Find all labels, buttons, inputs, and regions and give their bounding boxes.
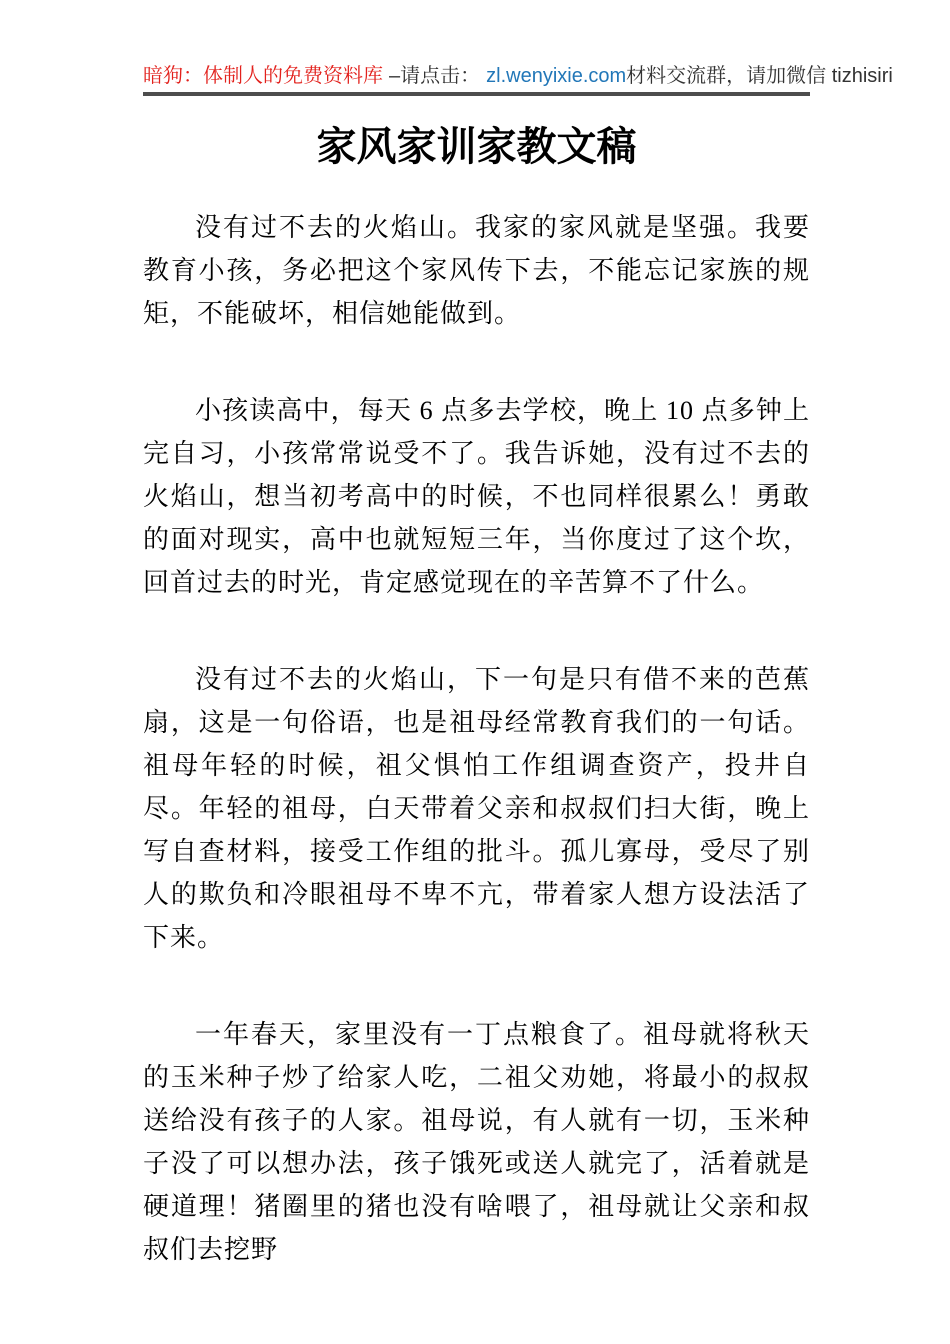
document-body <box>143 206 810 1271</box>
promo-wechat-note: 材料交流群，请加微信 tizhisiri <box>626 65 893 87</box>
paragraph-3: 没有过不去的火焰山，下一句是只有借不来的芭蕉扇，这是一句俗语，也是祖母经常教育我们的一句话。祖母年轻的时候，祖父惧怕工作组调查资产，投井自尽。年轻的祖母，白天带着父亲和叔叔们扫大街，晚上写自查材料，接受工作组的批斗。孤儿寡母，受尽了别人的欺负和冷眼祖母不卑不亢，带着家人想方设法活了下来。 <box>143 665 810 952</box>
document-page <box>0 63 950 1344</box>
promo-banner <box>143 63 893 96</box>
promo-site-name: 暗狗：体制人的免费资料库 <box>143 65 383 87</box>
promo-banner-left <box>143 63 626 89</box>
promo-site-link[interactable]: zl.wenyixie.com <box>486 65 627 87</box>
page-title: 家风家训家教文稿 <box>316 124 637 169</box>
paragraph-2: 小孩读高中，每天 6 点多去学校，晚上 10 点多钟上完自习，小孩常常说受不了。我告诉她，没有过不去的火焰山，想当初考高中的时候，不也同样很累么！勇敢的面对现实，高中也就短短三年，当你度过了这个坎，回首过去的时光，肯定感觉现在的辛苦算不了什么。 <box>143 396 810 597</box>
promo-click-label: –请点击： <box>389 65 481 87</box>
paragraph-4: 一年春天，家里没有一丁点粮食了。祖母就将秋天的玉米种子炒了给家人吃，二祖父劝她，将最小的叔叔送给没有孩子的人家。祖母说，有人就有一切，玉米种子没了可以想办法，孩子饿死或送人就完了，活着就是硬道理！猪圈里的猪也没有啥喂了，祖母就让父亲和叔叔们去挖野 <box>143 1020 810 1264</box>
paragraph-1: 没有过不去的火焰山。我家的家风就是坚强。我要教育小孩，务必把这个家风传下去，不能忘记家族的规矩，不能破坏，相信她能做到。 <box>143 213 810 328</box>
